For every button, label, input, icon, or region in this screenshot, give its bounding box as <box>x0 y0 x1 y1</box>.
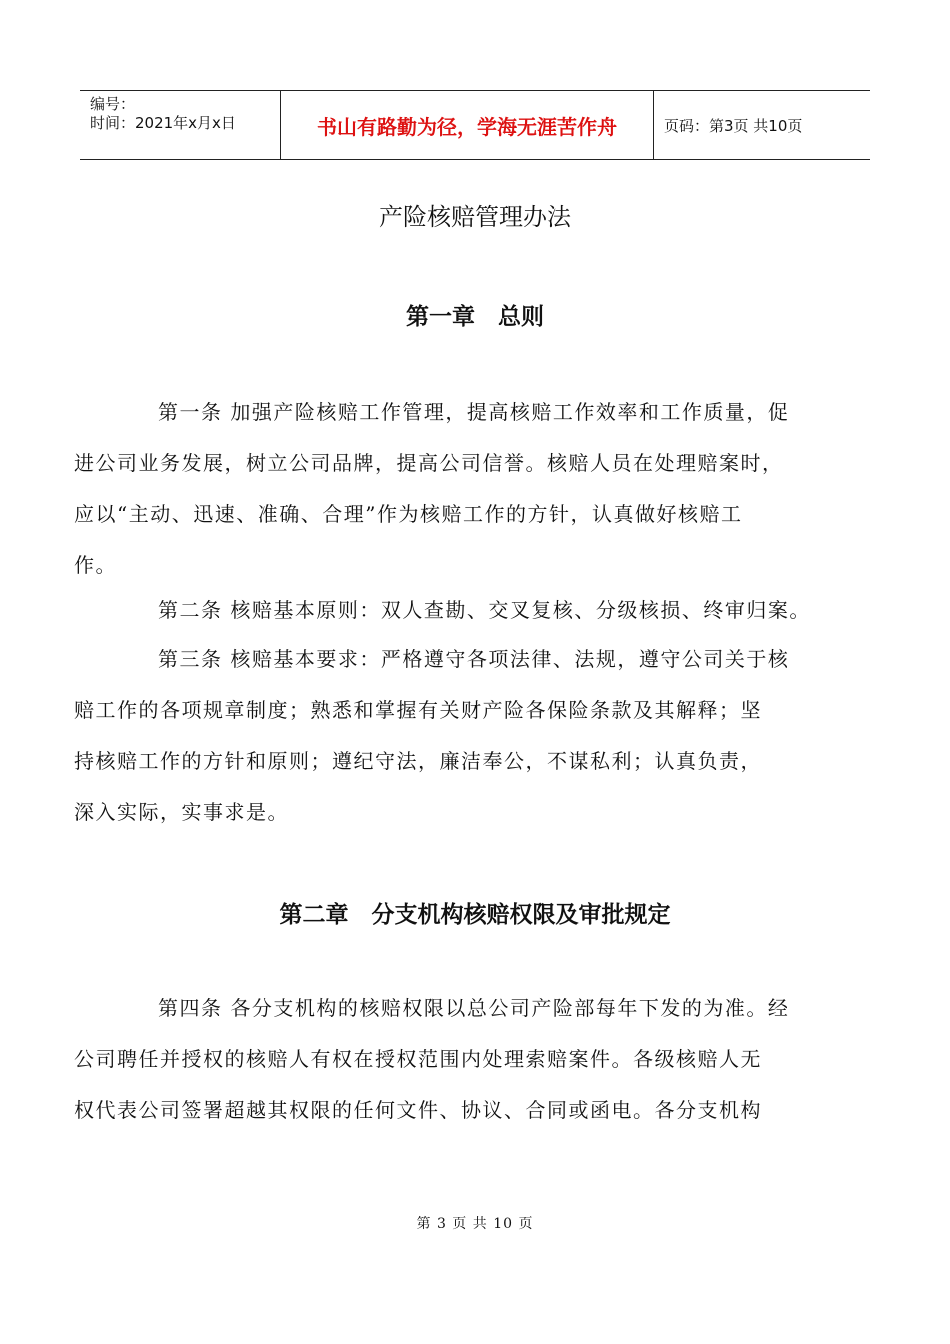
chapter-2-heading: 第二章 分支机构核赔权限及审批规定 <box>279 902 671 928</box>
article-1-line: 作。 <box>74 553 117 577</box>
article-3 <box>74 634 836 838</box>
article-3-line: 深入实际，实事求是。 <box>74 800 289 824</box>
time-label: 时间：2021年x月x日 <box>90 114 236 132</box>
article-2 <box>116 585 836 636</box>
article-4-line: 权代表公司签署超越其权限的任何文件、协议、合同或函电。各分支机构 <box>74 1098 762 1122</box>
page-footer: 第 3 页 共 10 页 <box>416 1216 534 1232</box>
header-meta <box>80 91 280 159</box>
article-1-line: 应以“主动、迅速、准确、合理”作为核赔工作的方针，认真做好核赔工 <box>74 502 743 526</box>
article-3-line: 持核赔工作的方针和原则；遵纪守法，廉洁奉公，不谋私利；认真负责， <box>74 749 762 773</box>
header-page-info: 页码：第3页 共10页 <box>664 116 803 135</box>
article-1-line: 进公司业务发展，树立公司品牌，提高公司信誉。核赔人员在处理赔案时， <box>74 451 784 475</box>
article-1-line: 第一条 加强产险核赔工作管理，提高核赔工作效率和工作质量，促 <box>158 400 790 424</box>
document-title: 产险核赔管理办法 <box>379 203 571 231</box>
number-label: 编号： <box>90 95 136 113</box>
header-motto: 书山有路勤为径，学海无涯苦作舟 <box>280 91 654 159</box>
article-4-line: 第四条 各分支机构的核赔权限以总公司产险部每年下发的为准。经 <box>158 996 790 1020</box>
article-4-line: 公司聘任并授权的核赔人有权在授权范围内处理索赔案件。各级核赔人无 <box>74 1047 762 1071</box>
chapter-1-heading: 第一章 总则 <box>406 304 544 330</box>
page-header <box>80 90 870 160</box>
article-3-line: 赔工作的各项规章制度；熟悉和掌握有关财产险各保险条款及其解释；坚 <box>74 698 762 722</box>
article-4 <box>74 983 836 1136</box>
article-2-line: 第二条 核赔基本原则：双人查勘、交叉复核、分级核损、终审归案。 <box>158 598 811 622</box>
article-3-line: 第三条 核赔基本要求：严格遵守各项法律、法规，遵守公司关于核 <box>158 647 790 671</box>
article-1 <box>74 387 836 591</box>
